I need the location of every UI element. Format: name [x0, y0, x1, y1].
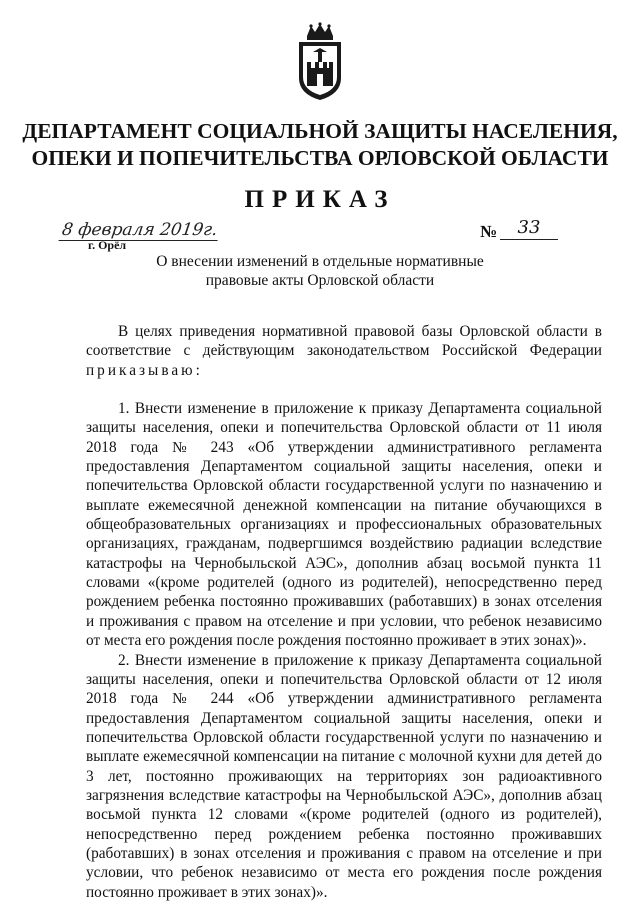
- order-item-2: 2. Внести изменение в приложение к приказу Департамента социальной защиты населения, опеки и попечительства Орловской области от 12 июля 2018 года № 244 «Об утверждении административного регламента предоставления Департаментом социальной защиты населения, опеки и попечительства Орловской области государственной услуги по назначению и выплате ежемесячной компенсации на питание с молочной кухни для детей до 3 лет, постоянно проживающих на территориях зон радиоактивного загрязнения вследствие катастрофы на Чернобыльской АЭС», дополнив абзац восьмой пункта 12 словами «(кроме родителей (одного из родителей), непосредственно перед рождением ребенка постоянно проживавших (работавших) в зонах отселения и проживания с правом на отселение и при условии, что ребенок независимо от места его рождения после рождения постоянно проживает в этих зонах)».: [86, 651, 602, 901]
- document-number-label: №: [480, 222, 498, 241]
- document-number-value: 33: [500, 217, 558, 240]
- document-body: [86, 322, 602, 902]
- order-item-1: 1. Внести изменение в приложение к приказу Департамента социальной защиты населения, опеки и попечительства Орловской области от 11 июля 2018 года № 243 «Об утверждении административного регламента предоставления Департаментом социальной защиты населения, опеки и попечительства Орловской области государственной услуги по назначению и выплате ежемесячной денежной компенсации на питание обучающихся в общеобразовательных организациях и профессиональных образовательных организациях, гражданам, подвергшимся воздействию радиации вследствие катастрофы на Чернобыльской АЭС», дополнив абзац восьмой пункта 11 словами «(кроме родителей (одного из родителей), непосредственно перед рождением ребенка постоянно проживавших (работавших) в зонах отселения и проживания с правом на отселение и при условии, что ребенок независимо от места его рождения после рождения постоянно проживает в этих зонах)».: [86, 400, 602, 650]
- department-title: ДЕПАРТАМЕНТ СОЦИАЛЬНОЙ ЗАЩИТЫ НАСЕЛЕНИЯ, ОПЕКИ И ПОПЕЧИТЕЛЬСТВА ОРЛОВСКОЙ ОБЛАСТИ: [22, 119, 618, 170]
- document-type-heading: ПРИКАЗ: [244, 186, 396, 213]
- document-date: 8 февраля 2019г.: [59, 220, 221, 241]
- document-subject: О внесении изменений в отдельные нормативные правовые акты Орловской области: [156, 253, 484, 289]
- intro-text: В целях приведения нормативной правовой базы Орловской области в соответствие с действующим законодательством Российской Федерации: [86, 323, 602, 360]
- intro-paragraph: [86, 322, 602, 380]
- coat-of-arms-icon: [293, 22, 347, 102]
- order-word: приказываю:: [86, 361, 203, 379]
- document-city: г. Орёл: [88, 238, 127, 252]
